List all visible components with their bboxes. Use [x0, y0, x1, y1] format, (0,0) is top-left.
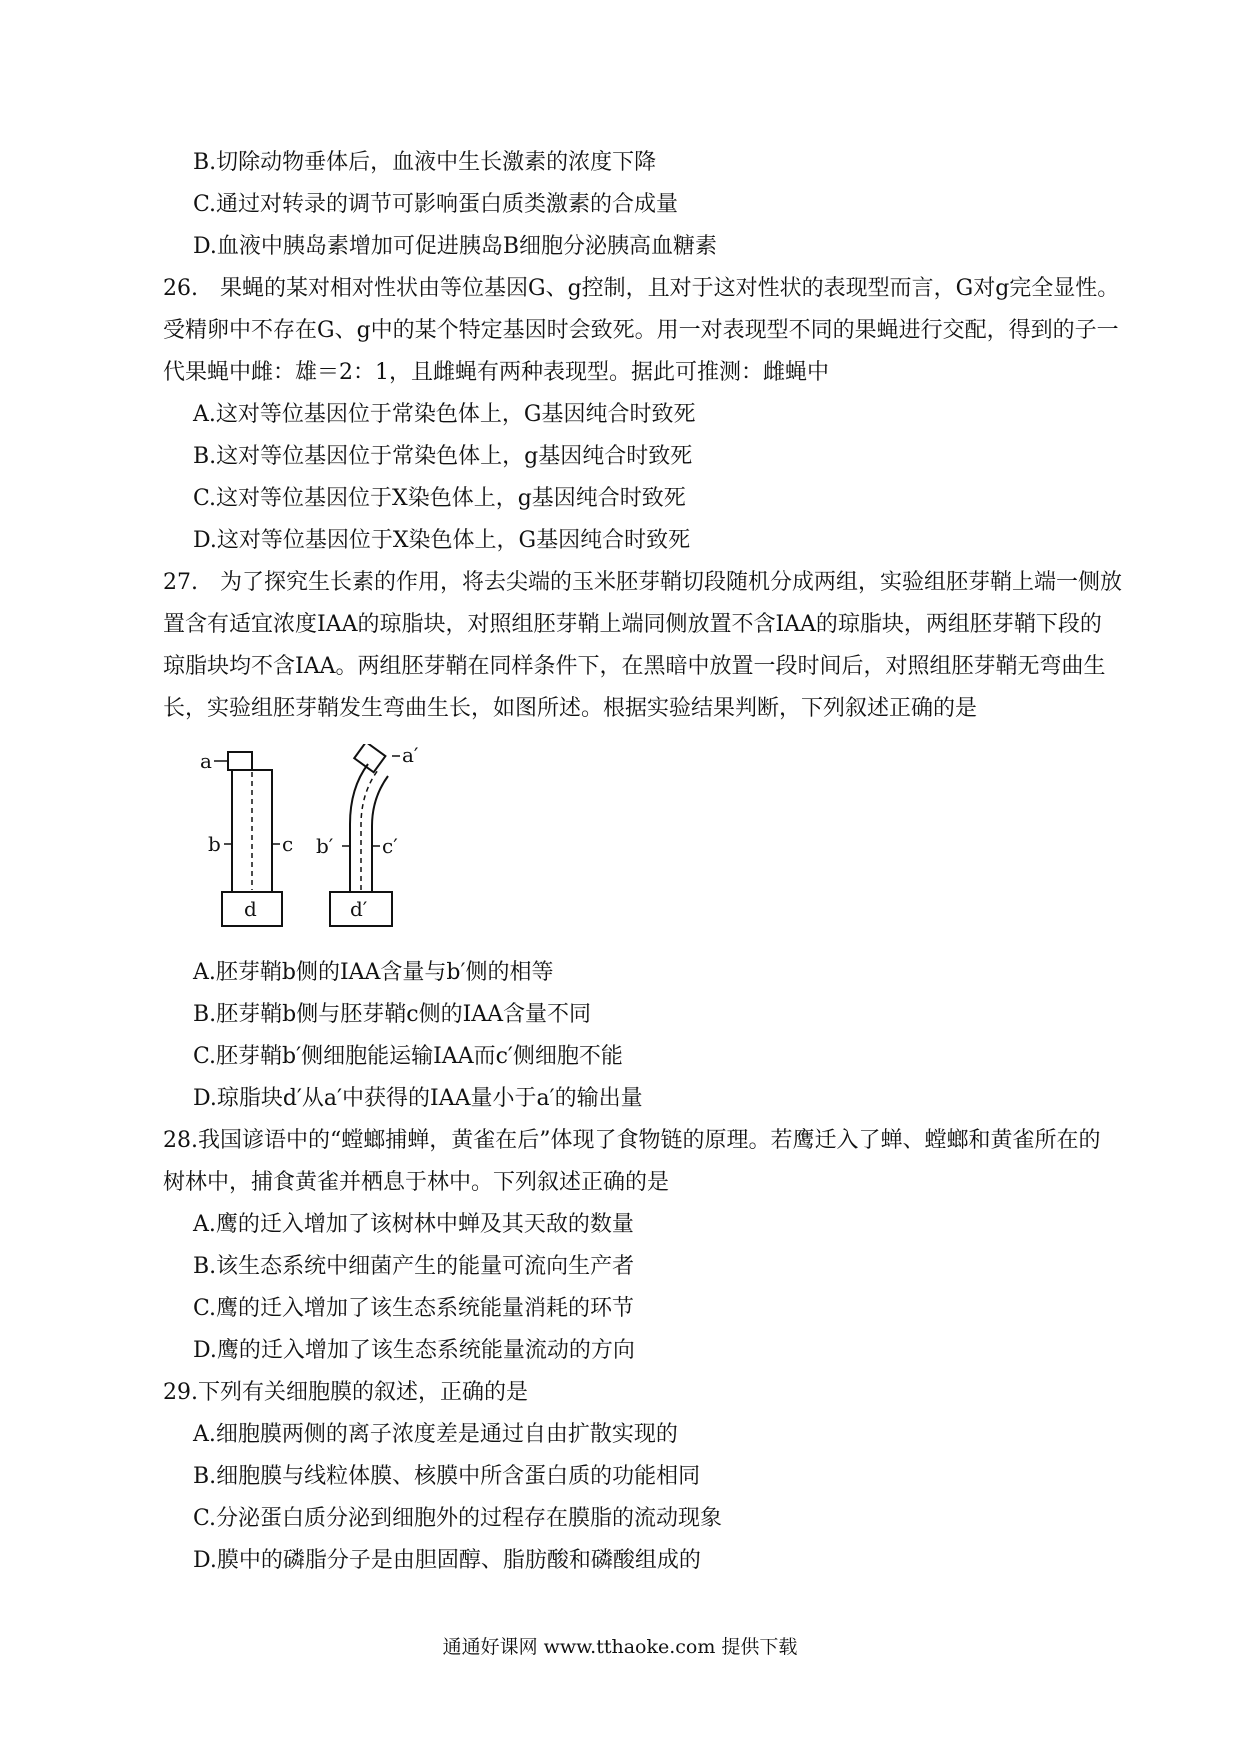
q29-stem-line-1: 29.下列有关细胞膜的叙述，正确的是 [163, 1380, 528, 1405]
q29-option-a: A.细胞膜两侧的离子浓度差是通过自由扩散实现的 [193, 1422, 678, 1447]
q26-option-a: A.这对等位基因位于常染色体上，G基因纯合时致死 [193, 402, 696, 427]
q27-option-a: A.胚芽鞘b侧的IAA含量与b′侧的相等 [193, 960, 554, 985]
q28-option-d: D.鹰的迁入增加了该生态系统能量流动的方向 [193, 1338, 635, 1363]
label-c: c [282, 832, 294, 856]
prev-option-b: B.切除动物垂体后，血液中生长激素的浓度下降 [193, 150, 657, 175]
label-a-prime: a′ [402, 744, 419, 767]
q27-stem-line-1: 27. 为了探究生长素的作用，将去尖端的玉米胚芽鞘切段随机分成两组，实验组胚芽鞘上端一侧放 [163, 570, 1122, 595]
q26-stem-line-1: 26. 果蝇的某对相对性状由等位基因G、g控制，且对于这对性状的表现型而言，G对g完全显性。 [163, 276, 1120, 301]
label-c-prime: c′ [382, 834, 398, 858]
control-coleoptile [200, 749, 293, 926]
agar-block-a-prime [354, 744, 385, 772]
q27-stem-line-4: 长，实验组胚芽鞘发生弯曲生长，如图所述。根据实验结果判断，下列叙述正确的是 [163, 696, 978, 721]
q27-option-b: B.胚芽鞘b侧与胚芽鞘c侧的IAA含量不同 [193, 1002, 592, 1027]
experimental-coleoptile [316, 744, 419, 926]
q28-stem-line-1: 28.我国谚语中的“螳螂捕蝉，黄雀在后”体现了食物链的原理。若鹰迁入了蝉、螳螂和黄雀所在的 [163, 1128, 1101, 1153]
page-footer: 通通好课网 www.tthaoke.com 提供下载 [442, 1636, 798, 1658]
label-d: d [244, 897, 257, 921]
prev-option-d: D.血液中胰岛素增加可促进胰岛B细胞分泌胰高血糖素 [193, 234, 718, 259]
label-b-prime: b′ [316, 834, 334, 858]
label-b: b [208, 832, 221, 856]
q28-option-a: A.鹰的迁入增加了该树林中蝉及其天敌的数量 [193, 1212, 634, 1237]
q26-option-c: C.这对等位基因位于X染色体上，g基因纯合时致死 [193, 486, 686, 511]
q28-option-b: B.该生态系统中细菌产生的能量可流向生产者 [193, 1254, 635, 1279]
q27-stem-line-2: 置含有适宜浓度IAA的琼脂块，对照组胚芽鞘上端同侧放置不含IAA的琼脂块，两组胚芽鞘下段的 [163, 612, 1102, 637]
label-d-prime: d′ [350, 897, 368, 921]
q27-option-d: D.琼脂块d′从a′中获得的IAA量小于a′的输出量 [193, 1086, 643, 1111]
q29-option-b: B.细胞膜与线粒体膜、核膜中所含蛋白质的功能相同 [193, 1464, 701, 1489]
agar-block-a [228, 752, 252, 770]
q29-option-d: D.膜中的磷脂分子是由胆固醇、脂肪酸和磷酸组成的 [193, 1548, 701, 1573]
q26-option-b: B.这对等位基因位于常染色体上，g基因纯合时致死 [193, 444, 693, 469]
q26-option-d: D.这对等位基因位于X染色体上，G基因纯合时致死 [193, 528, 691, 553]
label-a: a [200, 749, 212, 773]
prev-option-c: C.通过对转录的调节可影响蛋白质类激素的合成量 [193, 192, 679, 217]
q27-stem-line-3: 琼脂块均不含IAA。两组胚芽鞘在同样条件下，在黑暗中放置一段时间后，对照组胚芽鞘无弯曲生 [163, 654, 1106, 679]
q26-stem-line-3: 代果蝇中雌：雄＝2：1，且雌蝇有两种表现型。据此可推测：雌蝇中 [163, 360, 829, 385]
q27-option-c: C.胚芽鞘b′侧细胞能运输IAA而c′侧细胞不能 [193, 1044, 623, 1069]
q28-stem-line-2: 树林中，捕食黄雀并栖息于林中。下列叙述正确的是 [163, 1170, 670, 1195]
q29-option-c: C.分泌蛋白质分泌到细胞外的过程存在膜脂的流动现象 [193, 1506, 723, 1531]
q28-option-c: C.鹰的迁入增加了该生态系统能量消耗的环节 [193, 1296, 635, 1321]
coleoptile-figure [200, 744, 500, 944]
q26-stem-line-2: 受精卵中不存在G、g中的某个特定基因时会致死。用一对表现型不同的果蝇进行交配，得到的子一 [163, 318, 1119, 343]
